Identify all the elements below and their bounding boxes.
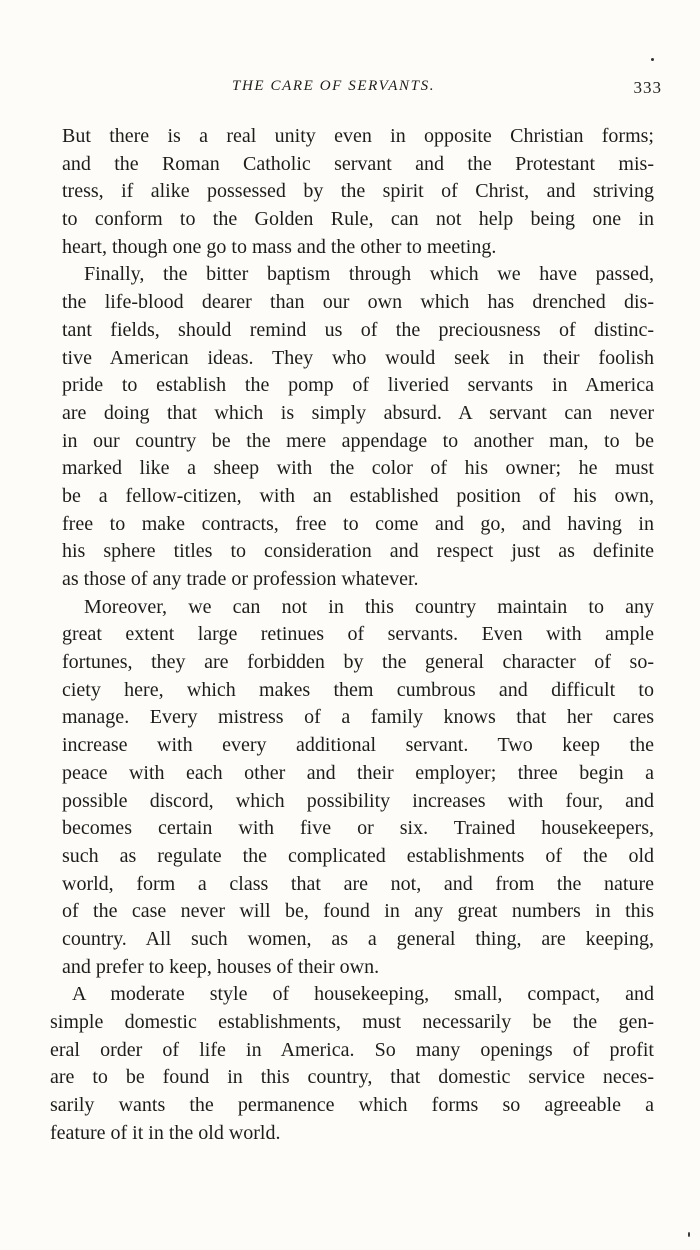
paragraph xyxy=(62,261,654,593)
text-line: and the Roman Catholic servant and the Protestant mis- xyxy=(62,152,654,175)
running-title: THE CARE OF SERVANTS. xyxy=(232,78,436,94)
text-line: tress, if alike possessed by the spirit of Christ, and striving xyxy=(62,180,654,203)
text-line: and prefer to keep, houses of their own. xyxy=(62,955,380,978)
text-line: tive American ideas. They who would seek in their foolish xyxy=(62,346,654,369)
text-line: tant fields, should remind us of the preciousness of distinc- xyxy=(62,318,654,341)
text-line: are doing that which is simply absurd. A servant can never xyxy=(62,401,654,424)
paragraph xyxy=(62,123,654,261)
text-line: country. All such women, as a general thing, are keeping, xyxy=(62,927,654,950)
text-line: becomes certain with five or six. Trained housekeepers, xyxy=(62,817,654,840)
text-line: increase with every additional servant. Two keep the xyxy=(62,734,654,757)
text-line: of the case never will be, found in any great numbers in this xyxy=(62,900,654,923)
text-line: are to be found in this country, that domestic service neces- xyxy=(50,1066,654,1089)
text-line: peace with each other and their employer; three begin a xyxy=(62,761,654,784)
text-line: free to make contracts, free to come and go, and having in xyxy=(62,512,654,535)
text-line: world, form a class that are not, and from the nature xyxy=(62,872,654,895)
running-header xyxy=(0,78,700,102)
text-line: Finally, the bitter baptism through which we have passed, xyxy=(84,263,654,286)
body-text xyxy=(50,123,654,1147)
text-line: simple domestic establishments, must necessarily be the gen- xyxy=(50,1011,654,1033)
text-line: to conform to the Golden Rule, can not help being one in xyxy=(62,208,654,231)
text-line: A moderate style of housekeeping, small, compact, and xyxy=(72,983,654,1006)
text-line: feature of it in the old world. xyxy=(50,1121,281,1144)
print-speck xyxy=(651,58,654,61)
text-line: such as regulate the complicated establishments of the old xyxy=(62,844,654,867)
text-line: marked like a sheep with the color of his owner; he must xyxy=(62,457,654,480)
text-line: be a fellow-citizen, with an established position of his own, xyxy=(62,484,654,507)
text-line: But there is a real unity even in opposite Christian forms; xyxy=(62,125,654,147)
text-line: the life-blood dearer than our own which has drenched dis- xyxy=(62,291,654,314)
print-speck xyxy=(688,1232,690,1237)
text-line: eral order of life in America. So many openings of profit xyxy=(50,1038,654,1061)
text-line: his sphere titles to consideration and respect just as definite xyxy=(62,540,654,563)
text-line: in our country be the mere appendage to another man, to be xyxy=(62,429,654,452)
text-line: pride to establish the pomp of liveried servants in America xyxy=(62,374,654,397)
text-line: great extent large retinues of servants. Even with ample xyxy=(62,623,654,646)
paragraph xyxy=(50,981,654,1147)
paragraph xyxy=(62,594,654,982)
text-line: possible discord, which possibility increases with four, and xyxy=(62,789,654,812)
text-line: fortunes, they are forbidden by the general character of so- xyxy=(62,651,654,674)
text-line: heart, though one go to mass and the other to meeting. xyxy=(62,235,497,258)
page-number: 333 xyxy=(633,78,662,97)
text-line: manage. Every mistress of a family knows that her cares xyxy=(62,706,654,729)
text-line: ciety here, which makes them cumbrous and difficult to xyxy=(62,678,654,701)
text-line: Moreover, we can not in this country maintain to any xyxy=(84,595,654,618)
text-line: as those of any trade or profession whatever. xyxy=(62,568,419,590)
text-line: sarily wants the permanence which forms so agreeable a xyxy=(50,1094,654,1117)
